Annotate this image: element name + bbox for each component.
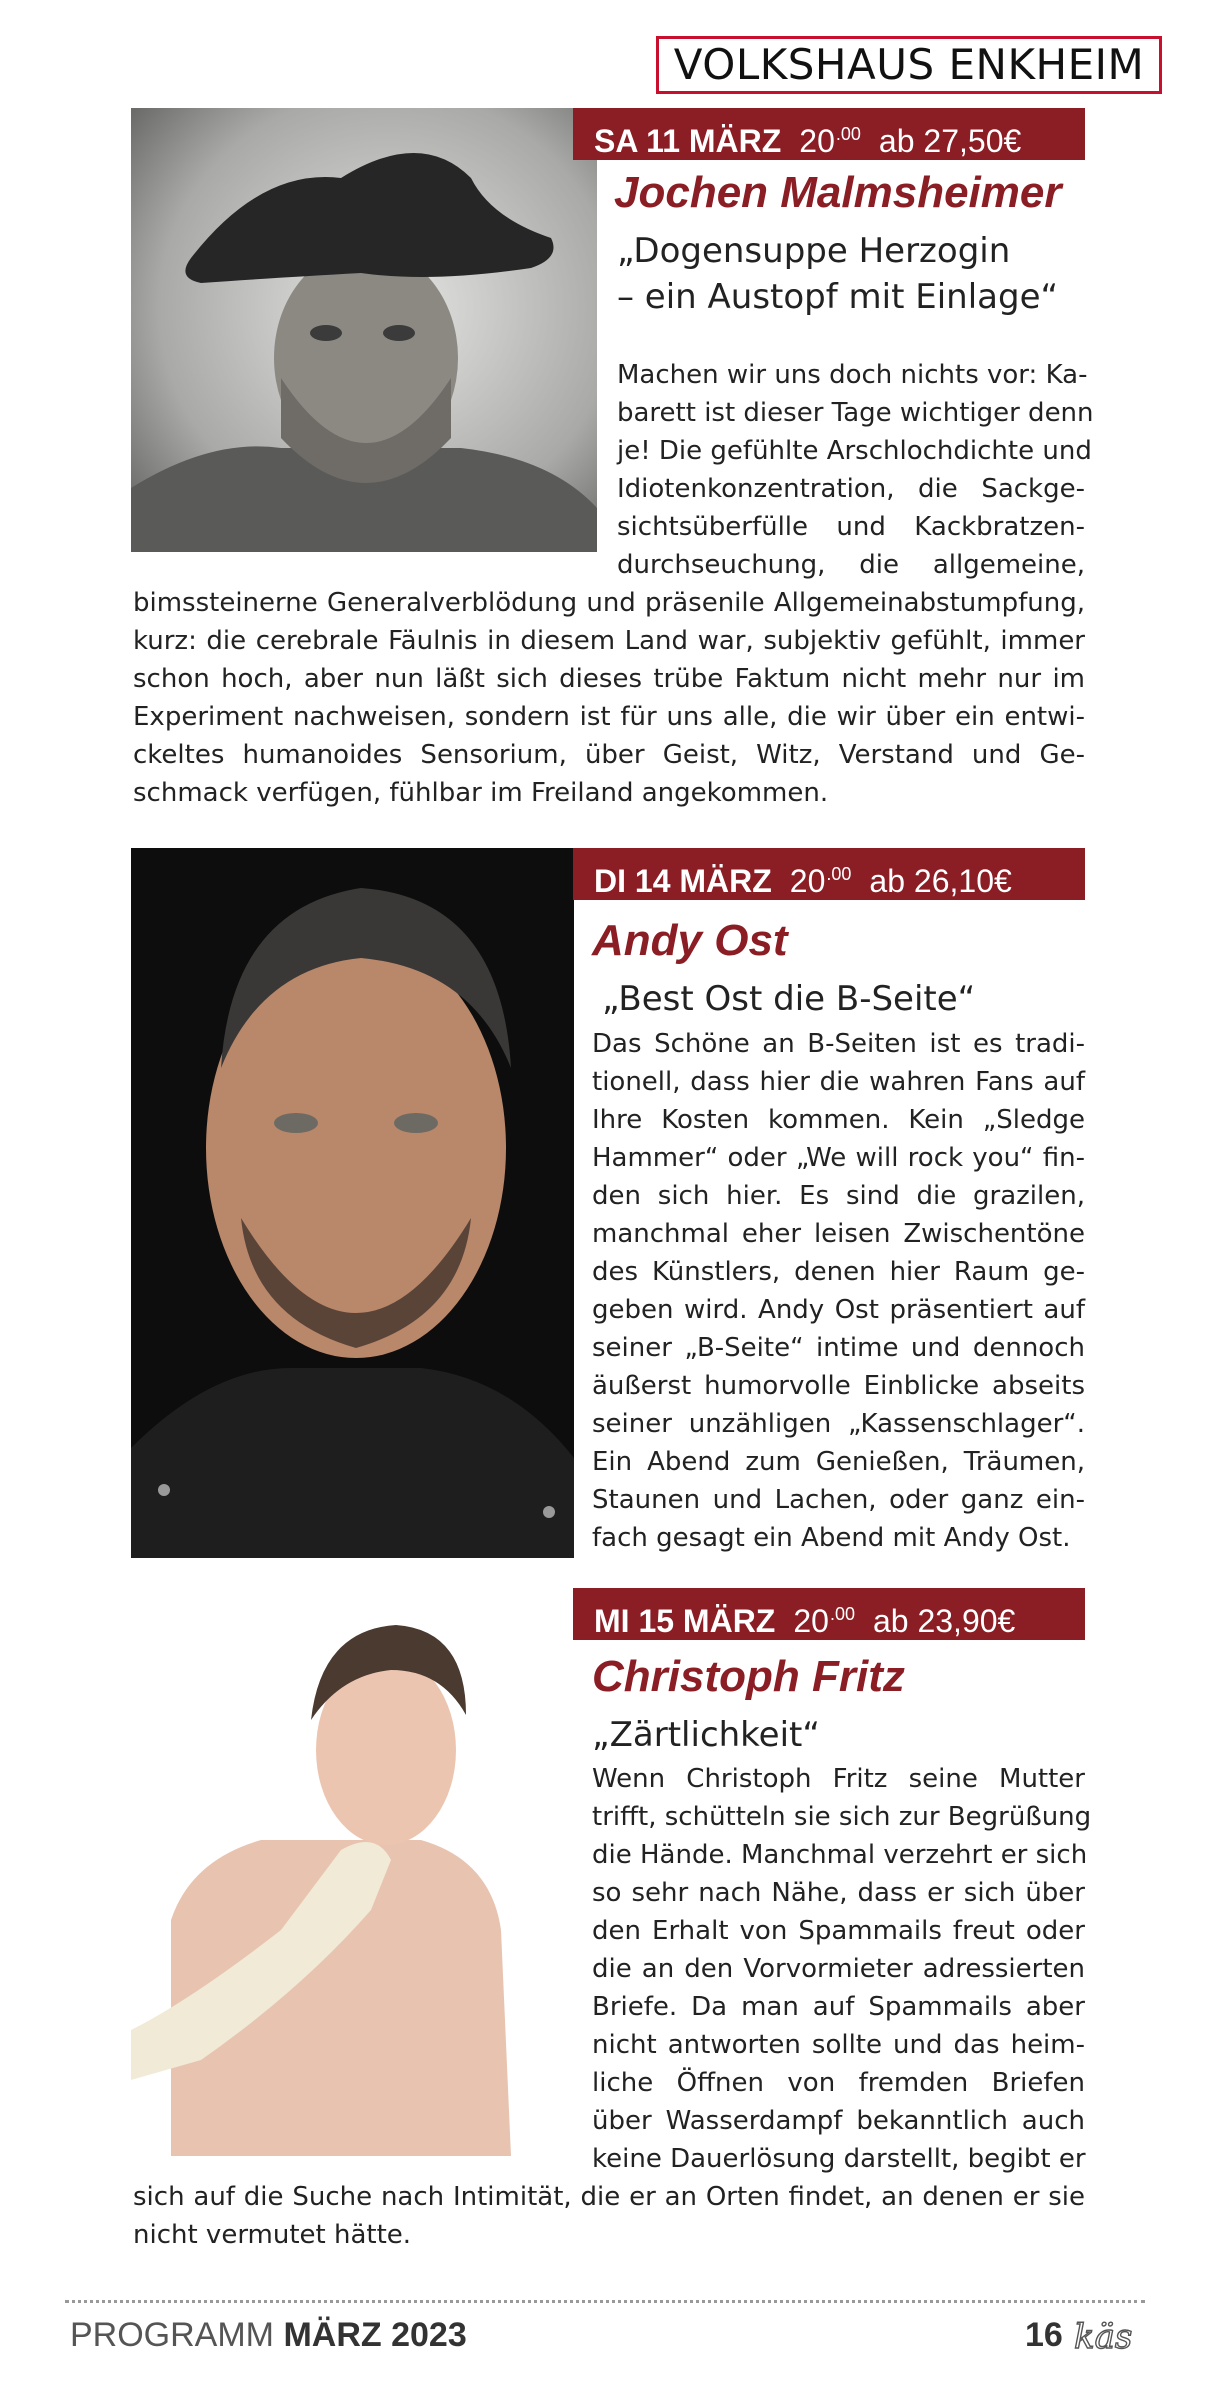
event-time: $20^{.00}$ <box>799 123 861 159</box>
photo-jochen-malmsheimer <box>131 108 597 552</box>
event-day: DI 14 MÄRZ <box>594 863 772 899</box>
program-title: „Zärtlichkeit“ <box>592 1715 820 1755</box>
footer-program-label: PROGRAMM MÄRZ 2023 <box>70 2316 467 2354</box>
event-date-bar <box>573 108 1085 160</box>
event-time: $20^{.00}$ <box>789 863 852 899</box>
event-price: ab 26,10€ <box>869 863 1012 899</box>
photo-christoph-fritz <box>131 1600 551 2156</box>
event-description-cont: sich auf die Suche nach Intimität, die er an Orten findet, an denen er sie nicht vermutet hätte. <box>133 2182 1085 2250</box>
artist-name: Christoph Fritz <box>592 1652 905 1701</box>
venue-label: VOLKSHAUS ENKHEIM <box>656 36 1162 94</box>
event-day: SA 11 MÄRZ <box>594 123 782 159</box>
event-day: MI 15 MÄRZ <box>594 1603 776 1639</box>
event-time: $20^{.00}$ <box>793 1603 855 1639</box>
program-title: „Dogensuppe Herzogin – ein Austopf mit Einlage“ <box>617 231 1059 317</box>
event-description: Machen wir uns doch nichts vor: Ka- barett ist dieser Tage wichtiger denn je! Die gefühlte Arschlochdichte und Idiotenkonzentration, die Sackge- sichtsüberfülle und Kackbratzen- durchseuchung, die allgemeine, <box>617 360 1094 580</box>
program-title: „Best Ost die B-Seite“ <box>602 979 976 1019</box>
event-description: Das Schöne an B-Seiten ist es tradi- tionell, dass hier die wahren Fans auf Ihre Kosten kommen. Kein „Sledge Hammer“ oder „We will rock you“ fin- den sich hier. Es sind die grazilen, manchmal eher leisen Zwischentöne des Künstlers, denen hier Raum ge- geben wird. Andy Ost präsentiert auf seiner „B-Seite“ intime und dennoch äußerst humorvolle Einblicke abseits seiner unzähligen „Kassenschlager“. Ein Abend zum Genießen, Träumen, Staunen und Lachen, oder ganz ein- fach gesagt ein Abend mit Andy Ost. <box>592 1029 1085 1553</box>
event-description-cont: bimssteinerne Generalverblödung und präsenile Allgemeinabstumpfung, kurz: die cerebrale Fäulnis in diesem Land war, subjektiv gefühlt, immer schon hoch, aber nun läßt sich dieses trübe Faktum nicht mehr nur im Experiment nachweisen, sondern ist für uns alle, die wir über ein entwi- ckeltes humanoides Sensorium, über Geist, Witz, Verstand und Ge- schmack verfügen, fühlbar im Freiland angekommen. <box>133 588 1085 808</box>
svg-text:käs: käs <box>1074 2317 1133 2357</box>
photo-andy-ost <box>131 848 574 1558</box>
event-date-bar <box>573 1588 1085 1640</box>
event-description: Wenn Christoph Fritz seine Mutter trifft, schütteln sie sich zur Begrüßung die Hände. Manchmal verzehrt er sich so sehr nach Nähe, dass er sich über den Erhalt von Spammails freut oder die an den Vorvormieter adressierten Briefe. Da man auf Spammails aber nicht antworten sollte und das heim- liche Öffnen von fremden Briefen über Wasserdampf bekanntlich auch keine Dauerlösung darstellt, begibt er <box>592 1764 1092 2174</box>
footer-divider <box>65 2300 1145 2303</box>
artist-name: Jochen Malmsheimer <box>614 168 1062 217</box>
kaes-logo <box>1070 2310 1150 2358</box>
event-price: ab 27,50€ <box>878 123 1022 159</box>
artist-name: Andy Ost <box>592 916 788 965</box>
event-date-bar <box>573 848 1085 900</box>
event-price: ab 23,90€ <box>872 1603 1016 1639</box>
page-number: 16 <box>1025 2316 1063 2354</box>
